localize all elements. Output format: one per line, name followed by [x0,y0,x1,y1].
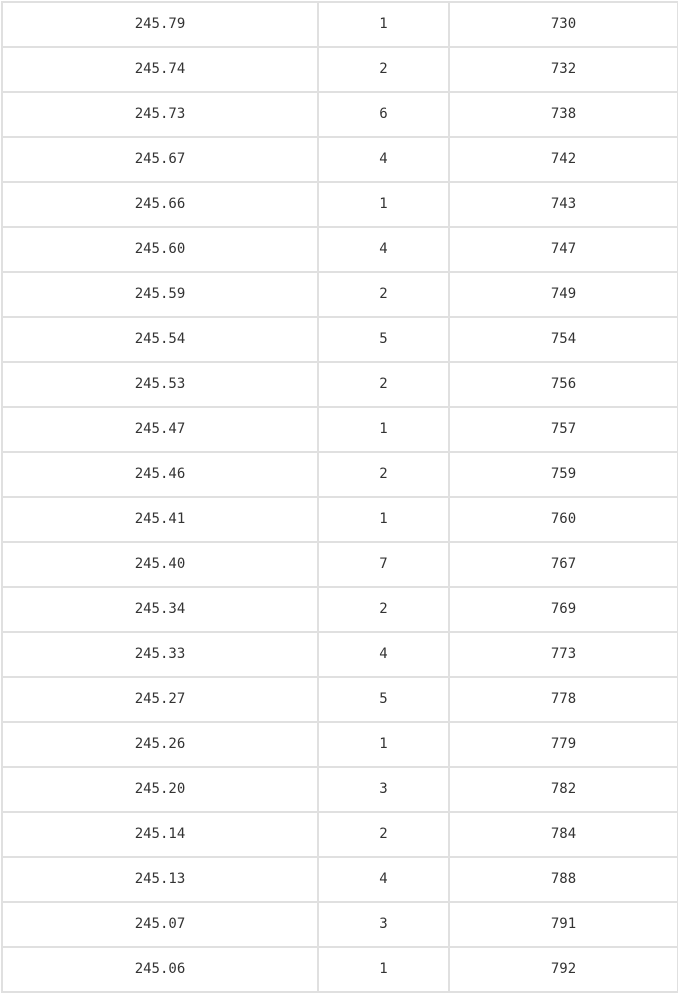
cumulative-cell: 788 [449,857,678,902]
table-row [2,677,678,722]
table-row [2,767,678,812]
score-cell: 245.67 [2,137,318,182]
table-row [2,902,678,947]
table-row [2,542,678,587]
cumulative-cell: 778 [449,677,678,722]
count-cell: 2 [318,362,449,407]
cumulative-cell: 730 [449,2,678,47]
score-cell: 245.26 [2,722,318,767]
count-cell: 2 [318,812,449,857]
count-cell: 5 [318,317,449,362]
cumulative-cell: 742 [449,137,678,182]
table-row [2,182,678,227]
score-cell: 245.60 [2,227,318,272]
table-row [2,632,678,677]
table-row [2,722,678,767]
count-cell: 4 [318,857,449,902]
cumulative-cell: 769 [449,587,678,632]
count-cell: 3 [318,902,449,947]
score-cell: 245.13 [2,857,318,902]
count-cell: 4 [318,632,449,677]
score-cell: 245.53 [2,362,318,407]
cumulative-cell: 756 [449,362,678,407]
table-row [2,137,678,182]
count-cell: 1 [318,2,449,47]
table-row [2,362,678,407]
table-row [2,587,678,632]
score-cell: 245.27 [2,677,318,722]
count-cell: 3 [318,767,449,812]
count-cell: 1 [318,722,449,767]
count-cell: 4 [318,137,449,182]
score-cell: 245.47 [2,407,318,452]
cumulative-cell: 792 [449,947,678,992]
cumulative-cell: 773 [449,632,678,677]
table-row [2,92,678,137]
cumulative-cell: 760 [449,497,678,542]
table-row [2,407,678,452]
score-cell: 245.14 [2,812,318,857]
score-cell: 245.54 [2,317,318,362]
score-cell: 245.73 [2,92,318,137]
score-cell: 245.66 [2,182,318,227]
score-cell: 245.41 [2,497,318,542]
cumulative-cell: 791 [449,902,678,947]
score-table [1,1,678,993]
score-cell: 245.06 [2,947,318,992]
table-row [2,2,678,47]
table-row [2,272,678,317]
count-cell: 1 [318,182,449,227]
table-row [2,227,678,272]
count-cell: 7 [318,542,449,587]
table-body [2,2,678,992]
cumulative-cell: 782 [449,767,678,812]
table-row [2,812,678,857]
cumulative-cell: 759 [449,452,678,497]
cumulative-cell: 749 [449,272,678,317]
score-cell: 245.46 [2,452,318,497]
count-cell: 2 [318,587,449,632]
score-cell: 245.74 [2,47,318,92]
cumulative-cell: 784 [449,812,678,857]
cumulative-cell: 779 [449,722,678,767]
cumulative-cell: 743 [449,182,678,227]
table-row [2,317,678,362]
count-cell: 2 [318,272,449,317]
cumulative-cell: 757 [449,407,678,452]
cumulative-cell: 767 [449,542,678,587]
table-row [2,47,678,92]
count-cell: 1 [318,407,449,452]
cumulative-cell: 732 [449,47,678,92]
score-cell: 245.40 [2,542,318,587]
score-cell: 245.07 [2,902,318,947]
score-cell: 245.20 [2,767,318,812]
count-cell: 2 [318,47,449,92]
score-cell: 245.79 [2,2,318,47]
cumulative-cell: 747 [449,227,678,272]
table-row [2,452,678,497]
count-cell: 1 [318,947,449,992]
score-cell: 245.33 [2,632,318,677]
count-cell: 1 [318,497,449,542]
count-cell: 6 [318,92,449,137]
count-cell: 5 [318,677,449,722]
cumulative-cell: 738 [449,92,678,137]
count-cell: 4 [318,227,449,272]
cumulative-cell: 754 [449,317,678,362]
count-cell: 2 [318,452,449,497]
table-row [2,947,678,992]
score-cell: 245.34 [2,587,318,632]
table-row [2,857,678,902]
score-cell: 245.59 [2,272,318,317]
table-row [2,497,678,542]
